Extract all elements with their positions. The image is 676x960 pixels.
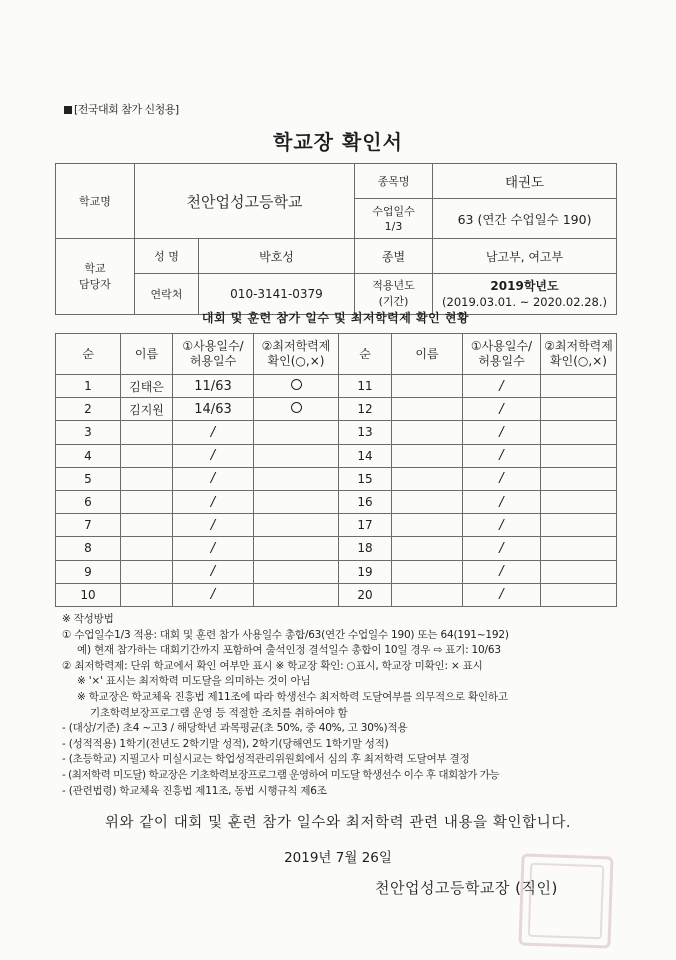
days-used: / (463, 490, 541, 513)
table-row (56, 467, 617, 490)
min-academic-check (541, 560, 617, 583)
table-row (56, 560, 617, 583)
table-row (56, 583, 617, 606)
note-2: ② 최저학력제: 단위 학교에서 확인 여부만 표시 ※ 학교장 확인: ○표시, 학교장 미확인: × 표시 (62, 659, 483, 672)
col-days-2-line1: ①사용일수/ (470, 339, 533, 353)
days-used: / (463, 537, 541, 560)
athlete-name (121, 514, 173, 537)
notes-heading: ※ 작성방법 (62, 613, 114, 625)
col-no-2: 순 (339, 334, 392, 375)
min-academic-check (541, 583, 617, 606)
table-row (56, 444, 617, 467)
row-number: 18 (339, 537, 392, 560)
col-check-2-line2: 확인(○,×) (550, 354, 607, 368)
note-3: ※ '×' 표시는 최저학력 미도달을 의미하는 것이 아님 (77, 675, 311, 688)
row-number: 3 (56, 421, 121, 444)
min-academic-check (254, 398, 339, 421)
days-third-label-2: 1/3 (384, 219, 403, 233)
confirm-statement: 위와 같이 대회 및 훈련 참가 일수와 최저학력 관련 내용을 확인합니다. (104, 815, 572, 831)
col-days (173, 334, 254, 375)
athlete-name (392, 560, 463, 583)
min-academic-check (254, 467, 339, 490)
min-academic-check (254, 444, 339, 467)
row-number: 12 (339, 398, 392, 421)
form-tag-text: [전국대회 참가 신청용] (74, 103, 179, 116)
row-number: 10 (56, 583, 121, 606)
min-academic-check (541, 537, 617, 560)
min-academic-check (254, 375, 339, 398)
year-label-2: (기간) (378, 295, 409, 308)
info-table (55, 163, 617, 315)
col-days-2-line2: 허용일수 (478, 354, 525, 368)
event-value: 태권도 (433, 164, 617, 199)
days-third-value: 63 (연간 수업일수 190) (433, 199, 617, 239)
row-number: 15 (339, 467, 392, 490)
document-title: 학교장 확인서 (273, 130, 403, 154)
days-used: / (173, 583, 254, 606)
min-academic-check (541, 467, 617, 490)
row-number: 5 (56, 467, 121, 490)
row-number: 16 (339, 490, 392, 513)
table-row (56, 490, 617, 513)
athlete-name (121, 583, 173, 606)
athlete-name (121, 467, 173, 490)
athlete-name (121, 560, 173, 583)
col-check (254, 334, 339, 375)
school-label: 학교명 (56, 164, 135, 239)
gender-label: 종별 (355, 239, 433, 274)
min-academic-check (254, 583, 339, 606)
year-label-1: 적용년도 (372, 279, 415, 292)
days-used: / (173, 490, 254, 513)
days-used: / (463, 467, 541, 490)
min-academic-check (541, 398, 617, 421)
athlete-name (121, 421, 173, 444)
days-third-label (355, 199, 433, 239)
min-academic-check (254, 537, 339, 560)
row-number: 6 (56, 490, 121, 513)
athlete-name (392, 537, 463, 560)
table-row (56, 421, 617, 444)
row-number: 19 (339, 560, 392, 583)
note-1b: 예) 현재 참가하는 대회기간까지 포함하여 출석인정 결석일수 총합이 10일 경우 ⇨ 표기: 10/63 (77, 644, 501, 657)
days-used: / (173, 537, 254, 560)
contact-value: 010-3141-0379 (199, 274, 355, 315)
note-5: - (대상/기준) 초4 ~고3 / 해당학년 과목평균(초 50%, 중 40%, 고 30%)적용 (62, 722, 408, 735)
days-used: 14/63 (173, 398, 254, 421)
days-used: / (463, 444, 541, 467)
document-date: 2019년 7월 26일 (284, 850, 392, 866)
athlete-name (121, 537, 173, 560)
event-label: 종목명 (355, 164, 433, 199)
min-academic-check (254, 560, 339, 583)
table-row (56, 537, 617, 560)
note-6: - (성적적용) 1학기(전년도 2학기말 성적), 2학기(당해연도 1학기말 성적) (62, 737, 389, 750)
min-academic-check (541, 444, 617, 467)
form-tag (64, 101, 179, 117)
min-academic-check (254, 421, 339, 444)
table-row (56, 398, 617, 421)
athlete-name (392, 398, 463, 421)
table-row (56, 514, 617, 537)
athlete-name (392, 421, 463, 444)
col-days-2 (463, 334, 541, 375)
athlete-name (392, 444, 463, 467)
col-check-2-line1: ②최저학력제 (544, 339, 613, 353)
seal-inner-frame (528, 863, 605, 940)
days-used: 11/63 (173, 375, 254, 398)
athlete-name (392, 583, 463, 606)
note-4b: 기초학력보장프로그램 운영 등 적절한 조치를 취하여야 함 (90, 706, 348, 719)
manager-name: 박호성 (199, 239, 355, 274)
school-name: 천안업성고등학교 (135, 164, 355, 239)
athlete-name (392, 514, 463, 537)
table-header-row (56, 334, 617, 375)
col-check-line2: 확인(○,×) (267, 354, 325, 368)
col-days-line2: 허용일수 (189, 354, 237, 368)
manager-label-1: 학교 (84, 261, 106, 275)
min-academic-check (254, 490, 339, 513)
days-used: / (173, 560, 254, 583)
col-name: 이름 (121, 334, 173, 375)
athlete-name (392, 467, 463, 490)
row-number: 17 (339, 514, 392, 537)
row-number: 11 (339, 375, 392, 398)
notes-section (62, 612, 622, 799)
row-number: 14 (339, 444, 392, 467)
days-used: / (463, 375, 541, 398)
manager-label (56, 239, 135, 315)
min-academic-check (541, 375, 617, 398)
square-bullet-icon (64, 106, 72, 114)
note-8: - (최저학력 미도달) 학교장은 기초학력보장프로그램 운영하여 미도달 학생선수 이수 후 대회참가 가능 (62, 768, 500, 781)
days-third-label-1: 수업일수 (372, 204, 415, 218)
athlete-name: 김태은 (121, 375, 173, 398)
min-academic-check (541, 421, 617, 444)
col-no: 순 (56, 334, 121, 375)
row-number: 2 (56, 398, 121, 421)
athlete-name (121, 444, 173, 467)
athlete-name: 김지원 (121, 398, 173, 421)
row-number: 1 (56, 375, 121, 398)
row-number: 4 (56, 444, 121, 467)
gender-value: 남고부, 여고부 (433, 239, 617, 274)
days-used: / (463, 583, 541, 606)
days-used: / (173, 444, 254, 467)
note-7: - (초등학교) 지필고사 미실시교는 학업성적관리위원회에서 심의 후 최저학력 도달여부 결정 (62, 753, 470, 766)
row-number: 9 (56, 560, 121, 583)
min-academic-check (254, 514, 339, 537)
contact-label: 연락처 (135, 274, 199, 315)
days-used: / (463, 421, 541, 444)
athlete-name (392, 490, 463, 513)
col-check-2 (541, 334, 617, 375)
year-value-2: (2019.03.01. ~ 2020.02.28.) (442, 295, 607, 309)
col-days-line1: ①사용일수/ (182, 339, 244, 353)
col-name-2: 이름 (392, 334, 463, 375)
participation-table (55, 333, 617, 607)
table-row (56, 375, 617, 398)
signer-line: 천안업성고등학교장 (직인) (375, 879, 558, 897)
row-number: 7 (56, 514, 121, 537)
check-mark-circle-icon (291, 379, 302, 390)
note-4a: ※ 학교장은 학교체육 진흥법 제11조에 따라 학생선수 최저학력 도달여부를 의무적으로 확인하고 (77, 690, 508, 703)
athlete-name (121, 490, 173, 513)
name-label: 성 명 (135, 239, 199, 274)
row-number: 8 (56, 537, 121, 560)
athlete-name (392, 375, 463, 398)
note-9: - (관련법령) 학교체육 진흥법 제11조, 동법 시행규칙 제6조 (62, 784, 327, 797)
section-title: 대회 및 훈련 참가 일수 및 최저학력제 확인 현황 (201, 311, 470, 325)
days-used: / (463, 514, 541, 537)
note-1a: ① 수업일수1/3 적용: 대회 및 훈련 참가 사용일수 총합/63(연간 수업일수 190) 또는 64(191~192) (62, 628, 509, 641)
days-used: / (463, 398, 541, 421)
row-number: 13 (339, 421, 392, 444)
col-check-line1: ②최저학력제 (261, 339, 331, 353)
days-used: / (173, 421, 254, 444)
year-value-1: 2019학년도 (490, 279, 559, 293)
days-used: / (173, 514, 254, 537)
manager-label-2: 담당자 (79, 277, 111, 291)
days-used: / (463, 560, 541, 583)
check-mark-circle-icon (291, 402, 302, 413)
min-academic-check (541, 514, 617, 537)
row-number: 20 (339, 583, 392, 606)
days-used: / (173, 467, 254, 490)
min-academic-check (541, 490, 617, 513)
official-seal-icon (518, 853, 613, 948)
